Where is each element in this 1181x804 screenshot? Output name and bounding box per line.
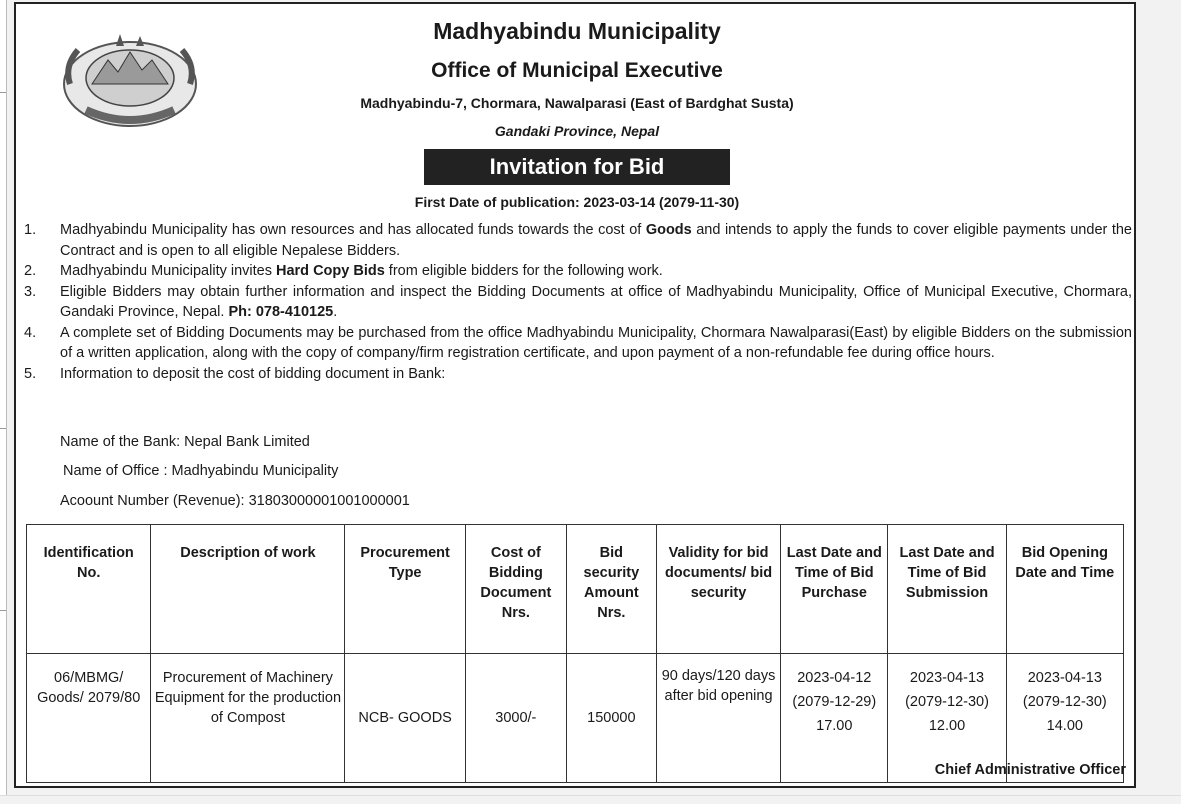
bid-notice-document [14,2,1136,788]
bank-name: Name of the Bank: Nepal Bank Limited [60,434,310,450]
bid-table [26,524,1124,783]
signature-title: Chief Administrative Officer [934,762,1126,778]
header-description: Description of work [151,525,345,654]
header-last-purchase: Last Date and Time of Bid Purchase [781,525,888,654]
cell-bid-security: 150000 [566,654,656,783]
cell-procurement-type: NCB- GOODS [345,654,465,783]
item-bold-text: Ph: 078-410125 [228,304,334,320]
municipality-name: Madhyabindu Municipality [433,18,721,44]
header-procurement-type: Procurement Type [345,525,465,654]
item-text: Eligible Bidders may obtain further information and inspect the Bidding Documents at office of Madhyabindu Municipality, Office of Municipal Executive, Chormara, Gandaki Province, Nepal. [60,283,1132,320]
list-item [24,282,1132,323]
cell-bid-opening: 2023-04-13 (2079-12-30) 14.00 [1006,654,1123,783]
header-document-cost: Cost of Bidding Document Nrs. [465,525,566,654]
header-validity: Validity for bid documents/ bid security [656,525,780,654]
item-bold-text: Hard Copy Bids [276,263,385,279]
left-margin-strip [0,0,7,803]
province-line: Gandaki Province, Nepal [494,123,660,139]
cell-validity: 90 days/120 days after bid opening [656,654,780,783]
item-text-end: . [333,304,338,320]
cell-document-cost: 3000/- [465,654,566,783]
cell-description: Procurement of Machinery Equipment for the production of Compost [151,654,345,783]
item-text-end: and intends to apply the funds to cover eligible payments under the Contract and is open to all eligible Nepalese Bidders. [60,222,1133,259]
header-identification: Identification No. [27,525,151,654]
notice-title-banner: Invitation for Bid [424,149,730,185]
item-number: 4. [24,324,37,341]
item-number: 1. [24,222,37,238]
item-text: Madhyabindu Municipality invites [60,263,276,279]
office-name: Office of Municipal Executive [431,59,723,82]
header-last-submission: Last Date and Time of Bid Submission [888,525,1006,654]
cell-last-submission: 2023-04-13 (2079-12-30) 12.00 [888,654,1006,783]
item-text: Information to deposit the cost of bidding document in Bank: [60,365,446,382]
header-bid-opening: Bid Opening Date and Time [1006,525,1123,654]
bank-office: Name of Office : Madhyabindu Municipality [63,463,339,479]
item-bold-text: Goods [645,222,692,238]
bank-account-number: Acoount Number (Revenue): 31803000001001000001 [60,493,410,509]
cell-last-purchase: 2023-04-12 (2079-12-29) 17.00 [781,654,888,783]
table-header-row [27,525,1124,654]
item-number: 2. [24,263,37,279]
address-line: Madhyabindu-7, Chormara, Nawalparasi (East of Bardghat Susta) [360,95,794,111]
list-item [24,220,1132,261]
cell-identification: 06/MBMG/ Goods/ 2079/80 [27,654,151,783]
publication-date: First Date of publication: 2023-03-14 (2079-11-30) [414,194,740,210]
item-number: 3. [24,283,37,300]
list-item [24,323,1132,364]
list-item [24,261,1132,282]
item-text-end: from eligible bidders for the following work. [384,263,663,279]
header-bid-security: Bid security Amount Nrs. [566,525,656,654]
item-number: 5. [24,365,37,382]
item-text: Madhyabindu Municipality has own resources and has allocated funds towards the cost of [60,222,646,238]
instruction-list [24,220,1132,384]
item-text: A complete set of Bidding Documents may be purchased from the office Madhyabindu Municipality, Chormara Nawalparasi(East) by eligible Bidders on the submission of a written application, along with the copy of company/firm registration certificate, and upon payment of a non-refundable fee during office hours. [60,324,1132,361]
list-item [24,364,1132,385]
